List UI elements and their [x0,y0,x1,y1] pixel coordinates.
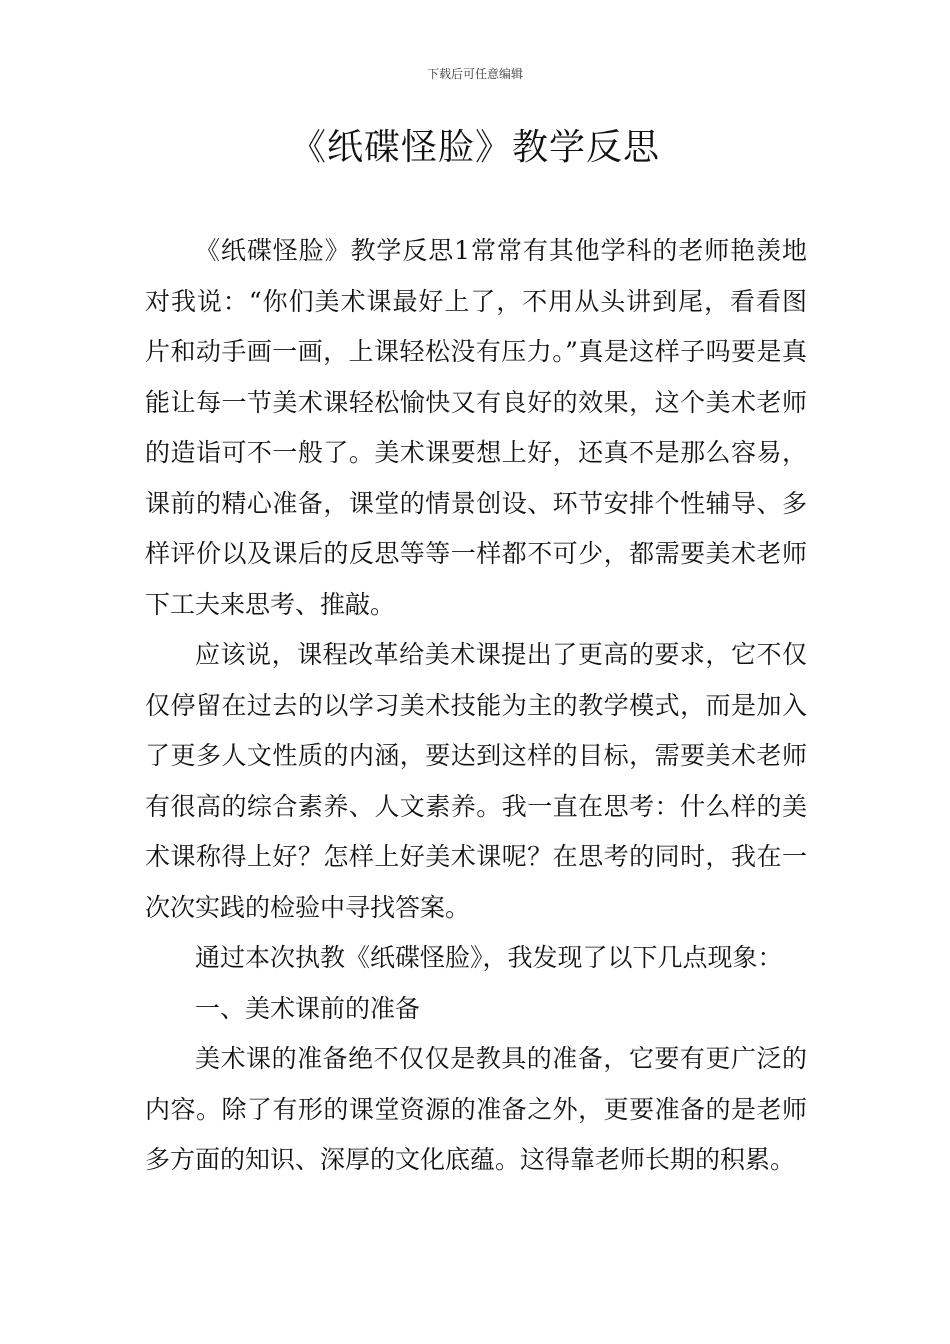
document-body [145,226,807,1186]
document-title: 《纸碟怪脸》教学反思 [289,127,660,168]
paragraph: 美术课的准备绝不仅仅是教具的准备，它要有更广泛的内容。除了有形的课堂资源的准备之外，更要准备的是老师多方面的知识、深厚的文化底蕴。这得靠老师长期的积累。 [145,1044,807,1174]
paragraph: 通过本次执教《纸碟怪脸》，我发现了以下几点现象： [195,943,783,972]
paragraph: 《纸碟怪脸》教学反思1常常有其他学科的老师艳羡地对我说：“你们美术课最好上了，不用从头讲到尾，看看图片和动手画一画，上课轻松没有压力。”真是这样子吗要是真能让每一节美术课轻松愉快又有良好的效果，这个美术老师的造诣可不一般了。美术课要想上好，还真不是那么容易，课前的精心准备，课堂的情景创设、环节安排个性辅导、多样评价以及课后的反思等等一样都不可少，都需要美术老师下工夫来思考、推敲。 [145,236,807,619]
header-note: 下载后可任意编辑 [426,67,523,81]
paragraph: 应该说，课程改革给美术课提出了更高的要求，它不仅仅停留在过去的以学习美术技能为主的教学模式，而是加入了更多人文性质的内涵，要达到这样的目标，需要美术老师有很高的综合素养、人文素养。我一直在思考：什么样的美术课称得上好？怎样上好美术课呢？在思考的同时，我在一次次实践的检验中寻找答案。 [145,640,807,922]
section-heading: 一、美术课前的准备 [195,993,421,1023]
